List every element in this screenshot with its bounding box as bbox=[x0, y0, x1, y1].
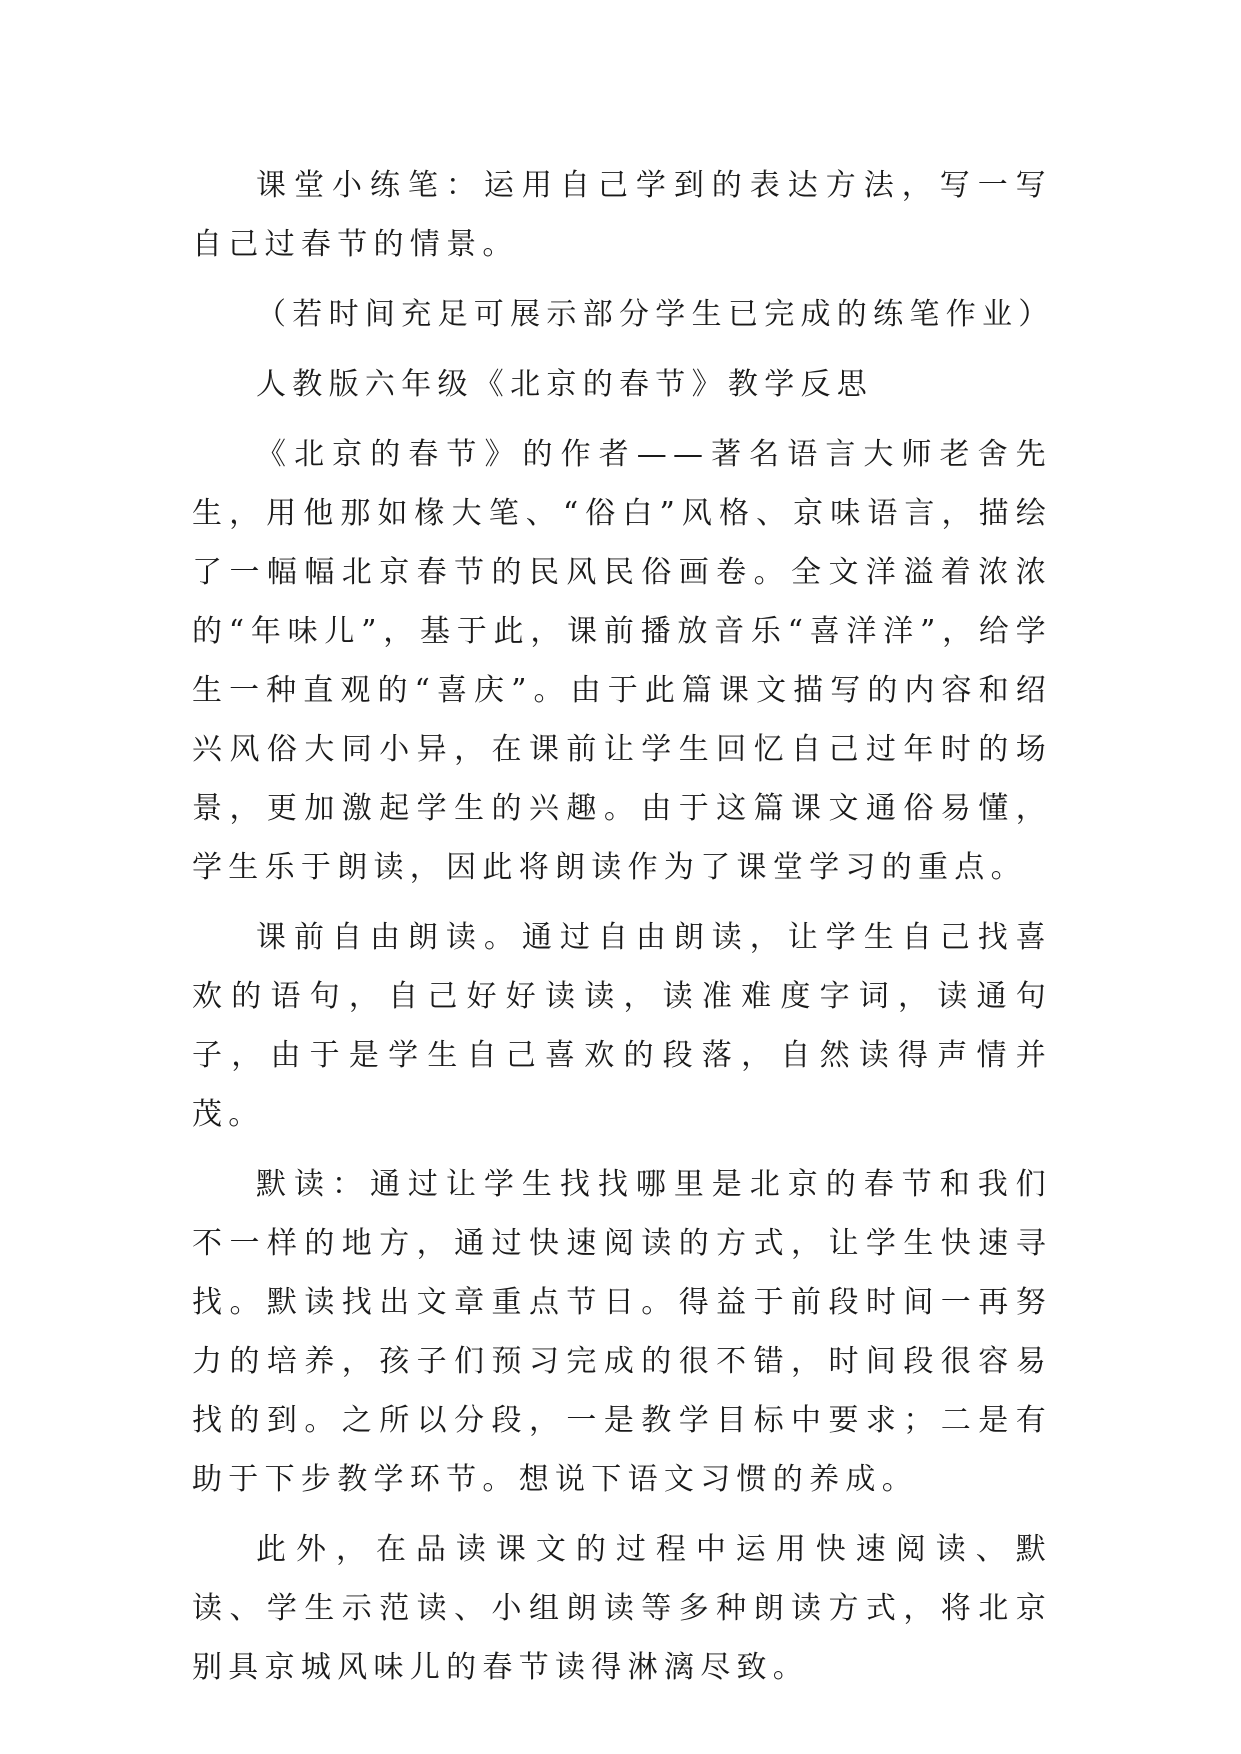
paragraph-conclusion: 此外，在品读课文的过程中运用快速阅读、默读、学生示范读、小组朗读等多种朗读方式，将北京别具京城风味儿的春节读得淋漓尽致。 bbox=[192, 1532, 1052, 1685]
paragraph-time-note: （若时间充足可展示部分学生已完成的练笔作业） bbox=[256, 297, 1055, 332]
paragraph-intro: 《北京的春节》的作者——著名语言大师老舍先生，用他那如椽大笔、“俗白”风格、京味语言，描绘了一幅幅北京春节的民风民俗画卷。全文洋溢着浓浓的“年味儿”，基于此，课前播放音乐“喜洋洋”，给学生一种直观的“喜庆”。由于此篇课文描写的内容和绍兴风俗大同小异，在课前让学生回忆自己过年时的场景，更加激起学生的兴趣。由于这篇课文通俗易懂，学生乐于朗读，因此将朗读作为了课堂学习的重点。 bbox=[192, 437, 1052, 885]
paragraph-reflection-title: 人教版六年级《北京的春节》教学反思 bbox=[256, 367, 874, 402]
paragraph-free-reading: 课前自由朗读。通过自由朗读，让学生自己找喜欢的语句，自己好好读读，读准难度字词，读通句子，由于是学生自己喜欢的段落，自然读得声情并茂。 bbox=[192, 920, 1052, 1132]
paragraph-writing-exercise: 课堂小练笔：运用自己学到的表达方法，写一写自己过春节的情景。 bbox=[192, 168, 1052, 262]
paragraph-silent-reading: 默读：通过让学生找找哪里是北京的春节和我们不一样的地方，通过快速阅读的方式，让学生快速寻找。默读找出文章重点节日。得益于前段时间一再努力的培养，孩子们预习完成的很不错，时间段很容易找的到。之所以分段，一是教学目标中要求；二是有助于下步教学环节。想说下语文习惯的养成。 bbox=[192, 1167, 1052, 1497]
document-body bbox=[192, 156, 1055, 1708]
